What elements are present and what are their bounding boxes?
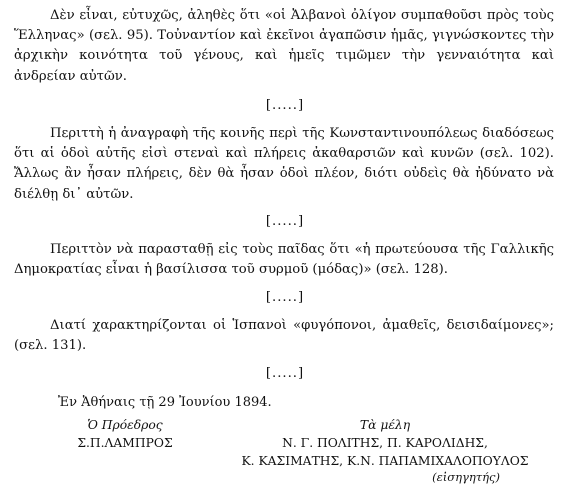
paragraph-constantinople: Περιττὴ ἡ ἀναγραφὴ τῆς κοινῆς περὶ τῆς Κωνσταντινουπόλεως διαδόσεως ὅτι αἱ ὁδοὶ αὐτῆς εἰσὶ στεναὶ καὶ πλήρεις ἀκαθαρσιῶν καὶ κυνῶν (σελ. 102). Ἄλλως ἂν ἦσαν πλήρεις, δὲν θὰ ἦσαν ὁδοὶ πλέον, διότι οὐδεὶς θὰ ἠδύνατο νὰ διέλθῃ δι᾽ αὐτῶν. [14, 126, 554, 202]
president-signature [70, 416, 180, 452]
paragraph-french-capital: Περιττὸν νὰ παρασταθῇ εἰς τοὺς παῖδας ὅτι «ἡ πρωτεύουσα τῆς Γαλλικῆς Δημοκρατίας εἶναι ἡ βασίλισσα τοῦ συρμοῦ (μόδας)» (σελ. 128). [14, 242, 554, 278]
members-line-2: Κ. ΚΑΣΙΜΑΤΗΣ, Κ.Ν. ΠΑΠΑΜΙΧΑΛΟΠΟΥΛΟΣ [241, 454, 529, 468]
president-name: Σ.Π.ΛΑΜΠΡΟΣ [77, 436, 173, 450]
ellipsis-2: [.....] [265, 214, 305, 229]
paragraph-albanians: Δὲν εἶναι, εὐτυχῶς, ἀληθὲς ὅτι «οἱ Ἀλβανοὶ ὀλίγον συμπαθοῦσι πρὸς τοὺς Ἕλληνας» (σελ. 95). Τοὐναντίον καὶ ἐκεῖνοι ἀγαπῶσιν ἡμᾶς, γιγνώσκοντες τὴν ἀρχικὴν κοινότητα τοῦ γένους, καὶ ἡμεῖς τιμῶμεν τὴν γενναιότητα καὶ ἀνδρείαν αὐτῶν. [14, 8, 554, 84]
members-line-1: Ν. Γ. ΠΟΛΙΤΗΣ, Π. ΚΑΡΟΛΙΔΗΣ, [282, 436, 488, 450]
members-signature [200, 416, 570, 484]
ellipsis-1: [.....] [265, 98, 305, 113]
members-role: Τὰ μέλη [359, 418, 411, 432]
ellipsis-3: [.....] [265, 290, 305, 305]
dateline: Ἐν Ἀθήναις τῇ 29 Ἰουνίου 1894. [58, 395, 272, 410]
ellipsis-4: [.....] [265, 366, 305, 381]
president-role: Ὁ Πρόεδρος [87, 418, 163, 432]
reporter-note: (εἰσηγητής) [432, 470, 500, 484]
paragraph-spaniards: Διατί χαρακτηρίζονται οἱ Ἱσπανοὶ «φυγόπονοι, ἀμαθεῖς, δεισιδαίμονες»; (σελ. 131). [14, 318, 554, 354]
